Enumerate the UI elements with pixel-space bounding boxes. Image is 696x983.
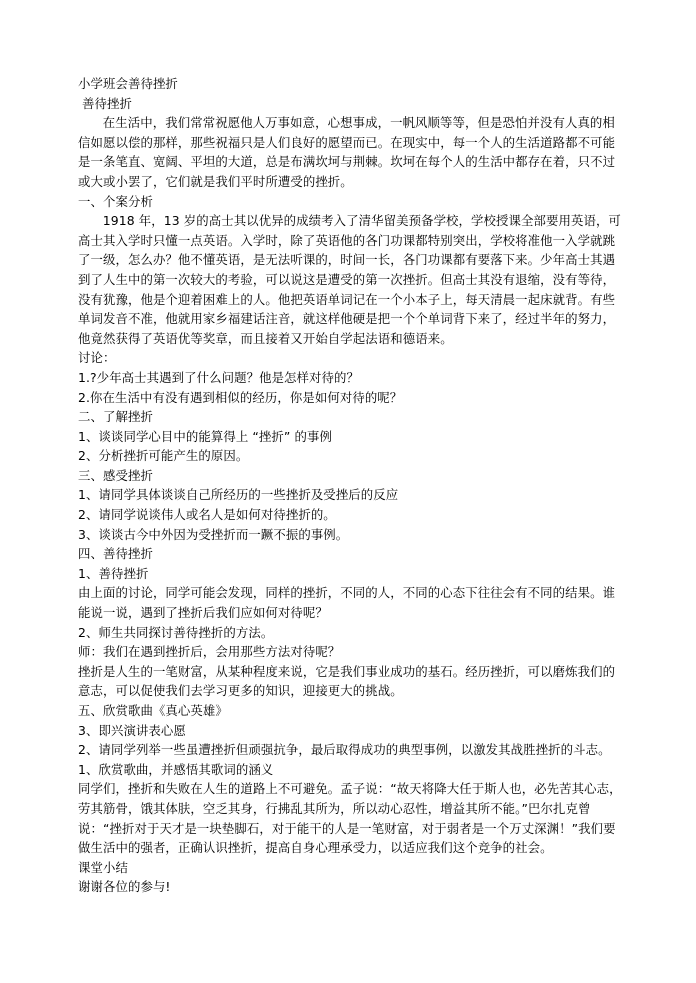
case-paragraph: 1918 年，13 岁的高士其以优异的成绩考入了清华留美预备学校，学校授课全部要用英语，可高士其入学时只懂一点英语。入学时，除了英语他的各门功课都特别突出，学校将准他一入学就跳了一级，怎么办？他不懂英语，是无法听课的，时间一长，各门功课都有要落下来。少年高士其遇到了人生中的第一次较大的考验，可以说这是遭受的第一次挫折。但高士其没有退缩，没有等待，没有犹豫，他是个迎着困难上的人。他把英语单词记在一个小本子上，每天清晨一起床就背。有些单词发音不准，他就用家乡福建话注音，就这样他硬是把一个个单词背下来了，经过半年的努力，他竟然获得了英语优等奖章，而且接着又开始自学起法语和德语来。	[78, 213, 621, 346]
section5-paragraph: 同学们，挫折和失败在人生的道路上不可避免。孟子说：“故天将降大任于斯人也，必先苦其心志，劳其筋骨，饿其体肤，空乏其身，行拂乱其所为，所以动心忍性，增益其所不能。”巴尔扎克曾说：“挫折对于天才是一块垫脚石，对于能干的人是一笔财富，对于弱者是一个万丈深渊！”我们要做生活中的强者，正确认识挫折，提高自身心理承受力，以适应我们这个竞争的社会。	[78, 781, 622, 856]
section5-item-2: 2、请同学列举一些虽遭挫折但顽强抗争，最后取得成功的典型事例，以激发其战胜挫折的斗志。	[78, 742, 611, 758]
section-heading-treat: 四、善待挫折	[78, 546, 153, 562]
teacher-question: 师：我们在遇到挫折后，会用那些方法对待呢？	[78, 644, 341, 660]
discussion-label: 讨论：	[78, 350, 116, 366]
section2-item-1: 1、谈谈同学心目中的能算得上 “挫折” 的事例	[78, 428, 332, 444]
section5-item-3: 3、即兴演讲表心愿	[78, 722, 186, 738]
thanks-line: 谢谢各位的参与!	[78, 879, 171, 895]
document-title: 小学班会善待挫折	[78, 76, 178, 91]
document-page	[78, 74, 626, 897]
section4-item-2: 2、师生共同探讨善待挫折的方法。	[78, 624, 274, 640]
section5-item-1: 1、欣赏歌曲，并感悟其歌词的涵义	[78, 761, 274, 777]
section-heading-feel: 三、感受挫折	[78, 467, 153, 483]
section-heading-song: 五、欣赏歌曲《真心英雄》	[78, 703, 228, 718]
discussion-question-2: 2.你在生活中有没有遇到相似的经历，你是如何对待的呢？	[78, 389, 403, 405]
section2-item-2: 2、分析挫折可能产生的原因。	[78, 448, 249, 464]
section-heading-understand: 二、了解挫折	[78, 409, 153, 425]
section3-item-2: 2、请同学说谈伟人或名人是如何对待挫折的。	[78, 507, 336, 523]
intro-paragraph: 在生活中，我们常常祝愿他人万事如意，心想事成，一帆风顺等等，但是恐怕并没有人真的相信如愿以偿的那样，那些祝福只是人们良好的愿望而已。在现实中，每一个人的生活道路都不可能是一条笔直、宽阔、平坦的大道，总是布满坎坷与荆棘。坎坷在每个人的生活中都存在着，只不过或大或小罢了，它们就是我们平时所遭受的挫折。	[78, 115, 616, 189]
section4-paragraph-2: 挫折是人生的一笔财富，从某种程度来说，它是我们事业成功的基石。经历挫折，可以磨炼我们的意志，可以促使我们去学习更多的知识，迎接更大的挑战。	[78, 663, 616, 699]
section4-paragraph-1: 由上面的讨论，同学可能会发现，同样的挫折，不同的人，不同的心态下往往会有不同的结果。谁能说一说，遇到了挫折后我们应如何对待呢？	[78, 585, 616, 621]
section3-item-1: 1、请同学具体谈谈自己所经历的一些挫折及受挫后的反应	[78, 487, 399, 503]
discussion-question-1: 1.?少年高士其遇到了什么问题？他是怎样对待的？	[78, 369, 360, 385]
summary-heading: 课堂小结	[78, 859, 128, 875]
document-subtitle: 善待挫折	[82, 95, 132, 111]
section-heading-case-analysis: 一、个案分析	[78, 193, 153, 209]
section4-item-1: 1、善待挫折	[78, 565, 149, 581]
section3-item-3: 3、谈谈古今中外因为受挫折而一蹶不振的事例。	[78, 526, 349, 542]
